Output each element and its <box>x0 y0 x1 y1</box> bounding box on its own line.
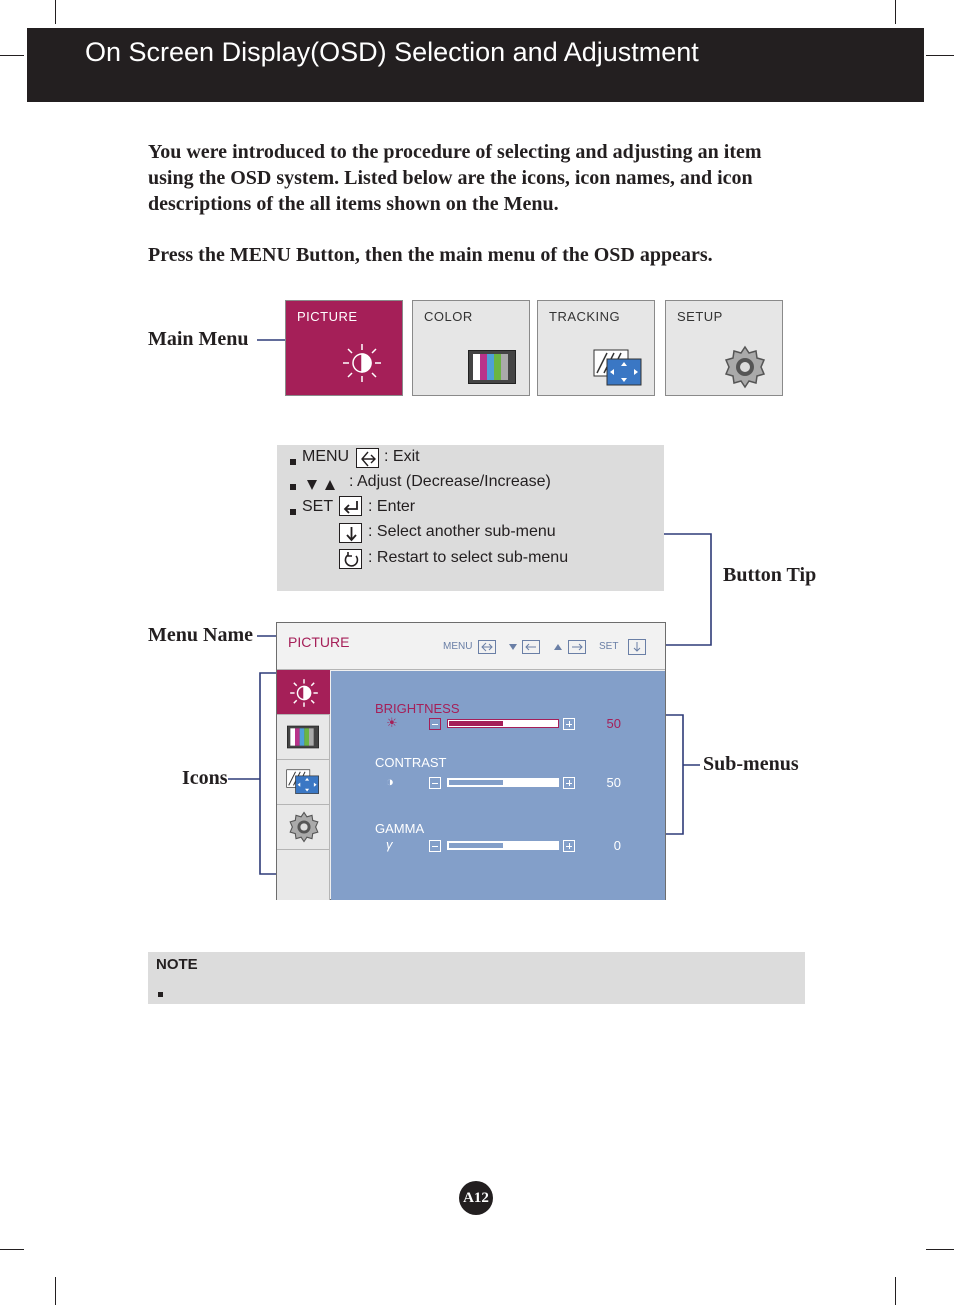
submenu-value-gamma: 0 <box>613 838 621 853</box>
submenu-label-brightness: BRIGHTNESS <box>375 701 460 716</box>
brightness-icon <box>288 677 320 709</box>
submenu-label-gamma: GAMMA <box>375 821 425 836</box>
down-select-key-icon <box>339 523 362 543</box>
main-menu-tile-color[interactable] <box>412 300 530 396</box>
brightness-slider[interactable] <box>447 719 559 728</box>
tip-menu-desc: : Exit <box>384 448 420 465</box>
osd-hint-set: SET <box>599 641 619 652</box>
note-panel <box>148 952 805 1004</box>
contrast-decrease-button[interactable] <box>429 777 441 789</box>
callout-menu-name: Menu Name <box>148 624 253 646</box>
osd-exit-icon <box>478 640 496 654</box>
menu-exit-key-icon <box>356 448 379 468</box>
bullet <box>290 509 296 515</box>
osd-window <box>276 622 666 900</box>
tile-label-tracking: TRACKING <box>549 309 621 324</box>
osd-down-arrow-icon[interactable] <box>508 642 518 652</box>
tip-select-desc: : Select another sub-menu <box>368 523 556 540</box>
tracking-icon <box>593 349 643 387</box>
brightness-icon <box>340 341 384 385</box>
up-arrow-icon <box>324 478 336 492</box>
restart-key-icon <box>339 549 362 569</box>
down-arrow-icon <box>306 478 318 492</box>
bullet <box>290 459 296 465</box>
osd-tab-tracking[interactable] <box>277 760 330 805</box>
osd-icon-column <box>277 670 330 900</box>
intro-instruction: Press the MENU Button, then the main menu of the OSD appears. <box>148 244 713 266</box>
page-number: A12 <box>459 1181 493 1215</box>
submenu-value-brightness: 50 <box>606 716 621 731</box>
sun-icon: ☀ <box>386 715 398 730</box>
callout-icons: Icons <box>182 767 228 789</box>
enter-key-icon <box>339 496 362 516</box>
contrast-slider[interactable] <box>447 778 559 787</box>
brightness-decrease-button[interactable] <box>429 718 441 730</box>
tip-adjust-desc: : Adjust (Decrease/Increase) <box>349 473 551 490</box>
color-bars-icon <box>287 725 319 749</box>
intro-paragraph: You were introduced to the procedure of selecting and adjusting an item using the OSD system. Listed below are the icons, icon names, and icon descriptions of the all items shown on the Menu. <box>148 141 762 215</box>
tile-label-picture: PICTURE <box>297 309 358 324</box>
osd-tab-color[interactable] <box>277 715 330 760</box>
osd-set-key-icon <box>628 639 646 655</box>
callout-main-menu: Main Menu <box>148 328 249 350</box>
main-menu-tile-tracking[interactable] <box>537 300 655 396</box>
osd-top-bar <box>277 623 665 670</box>
osd-left-key-icon <box>522 640 540 654</box>
gamma-increase-button[interactable] <box>563 840 575 852</box>
tile-label-color: COLOR <box>424 309 473 324</box>
brightness-slider-fill <box>449 721 503 726</box>
osd-hint-menu: MENU <box>443 641 473 652</box>
osd-submenu-panel <box>331 671 665 900</box>
gamma-icon: γ <box>386 837 393 852</box>
tip-restart-desc: : Restart to select sub-menu <box>368 549 569 566</box>
tracking-icon <box>286 769 320 795</box>
brightness-increase-button[interactable] <box>563 718 575 730</box>
tip-menu-key: MENU <box>302 448 350 465</box>
gear-icon <box>723 345 767 389</box>
contrast-slider-fill <box>449 780 503 785</box>
osd-up-arrow-icon[interactable] <box>553 642 563 652</box>
gamma-slider[interactable] <box>447 841 559 850</box>
osd-tab-picture[interactable] <box>277 670 330 715</box>
contrast-icon: ◑ <box>386 774 394 789</box>
bullet <box>158 992 163 997</box>
main-menu-tile-picture[interactable] <box>285 300 403 396</box>
tip-set-desc: : Enter <box>368 498 416 515</box>
button-tip-panel <box>277 445 664 591</box>
submenu-value-contrast: 50 <box>606 775 621 790</box>
note-label: NOTE <box>156 956 198 973</box>
osd-tab-setup[interactable] <box>277 805 330 850</box>
callout-sub-menus: Sub-menus <box>703 753 799 775</box>
bullet <box>290 484 296 490</box>
contrast-increase-button[interactable] <box>563 777 575 789</box>
tile-label-setup: SETUP <box>677 309 723 324</box>
callout-button-tip: Button Tip <box>723 564 817 586</box>
tip-set-key: SET <box>302 498 334 515</box>
page-title: On Screen Display(OSD) Selection and Adjustment <box>85 37 699 67</box>
main-menu-tile-setup[interactable] <box>665 300 783 396</box>
gamma-decrease-button[interactable] <box>429 840 441 852</box>
color-bars-icon <box>468 350 516 384</box>
osd-right-key-icon <box>568 640 586 654</box>
submenu-label-contrast: CONTRAST <box>375 755 447 770</box>
gamma-slider-fill <box>449 843 503 848</box>
gear-icon <box>288 811 320 843</box>
osd-menu-name: PICTURE <box>288 634 350 650</box>
